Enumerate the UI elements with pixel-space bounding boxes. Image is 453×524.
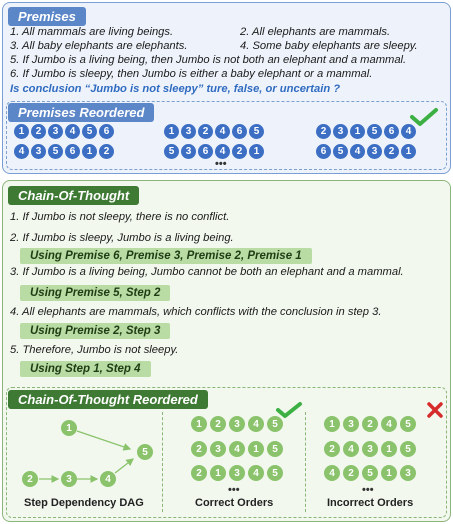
cot-step-4: 4. All elephants are mammals, which conflicts with the conclusion in step 3. xyxy=(10,306,382,318)
premise-5: 5. If Jumbo is a living being, then Jumbo is not both an elephant and a mammal. xyxy=(10,54,407,66)
order-node: 3 xyxy=(181,124,196,139)
order-node: 5 xyxy=(164,144,179,159)
cot-reordered-tag: Chain-Of-Thought Reordered xyxy=(8,390,208,409)
order-node: 4 xyxy=(248,465,264,481)
order-node: 2 xyxy=(31,124,46,139)
cot-step-3: 3. If Jumbo is a living being, Jumbo cannot be both an elephant and a mammal. xyxy=(10,266,404,278)
order-node: 5 xyxy=(82,124,97,139)
order-node: 6 xyxy=(99,124,114,139)
incorrect-order-row xyxy=(324,441,416,457)
order-node: 3 xyxy=(210,441,226,457)
order-node: 4 xyxy=(324,465,340,481)
order-node: 3 xyxy=(31,144,46,159)
order-node: 6 xyxy=(384,124,399,139)
correct-caption: Correct Orders xyxy=(195,497,274,509)
order-node: 2 xyxy=(324,441,340,457)
order-node: 4 xyxy=(215,124,230,139)
order-node: 1 xyxy=(14,124,29,139)
order-node: 3 xyxy=(229,416,245,432)
premise-3: 3. All baby elephants are elephants. xyxy=(10,40,188,52)
order-node: 3 xyxy=(400,465,416,481)
order-node: 5 xyxy=(362,465,378,481)
correct-ellipsis: ••• xyxy=(228,484,240,496)
order-node: 4 xyxy=(343,441,359,457)
cot-use-2: Using Premise 5, Step 2 xyxy=(20,285,170,301)
order-node: 1 xyxy=(82,144,97,159)
order-node: 4 xyxy=(350,144,365,159)
premise-6: 6. If Jumbo is sleepy, then Jumbo is either a baby elephant or a mammal. xyxy=(10,68,373,80)
cot-use-4: Using Step 1, Step 4 xyxy=(20,361,151,377)
order-node: 2 xyxy=(210,416,226,432)
order-node: 2 xyxy=(198,124,213,139)
correct-order-row xyxy=(191,416,283,432)
premises-tag: Premises xyxy=(8,7,86,26)
order-node: 5 xyxy=(249,124,264,139)
order-node: 2 xyxy=(99,144,114,159)
order-node: 3 xyxy=(362,441,378,457)
order-node: 1 xyxy=(381,441,397,457)
order-node: 5 xyxy=(400,441,416,457)
order-node: 4 xyxy=(14,144,29,159)
cot-use-1: Using Premise 6, Premise 3, Premise 2, Premise 1 xyxy=(20,248,312,264)
order-node: 2 xyxy=(191,465,207,481)
order-node: 2 xyxy=(384,144,399,159)
order-node: 4 xyxy=(229,441,245,457)
order-node: 1 xyxy=(164,124,179,139)
order-node: 3 xyxy=(367,144,382,159)
order-node: 3 xyxy=(229,465,245,481)
order-node: 2 xyxy=(316,124,331,139)
check-icon xyxy=(276,402,302,418)
order-node: 3 xyxy=(48,124,63,139)
order-node: 2 xyxy=(362,416,378,432)
dag-node: 1 xyxy=(61,420,77,436)
dag-node: 4 xyxy=(100,471,116,487)
question-text: Is conclusion “Jumbo is not sleepy” ture, false, or uncertain ? xyxy=(10,83,341,95)
incorrect-ellipsis: ••• xyxy=(362,484,374,496)
order-node: 5 xyxy=(267,465,283,481)
correct-order-row xyxy=(191,441,283,457)
cot-step-5: 5. Therefore, Jumbo is not sleepy. xyxy=(10,344,179,356)
premises-ellipsis: ••• xyxy=(215,158,227,170)
order-node: 2 xyxy=(232,144,247,159)
order-node: 4 xyxy=(248,416,264,432)
order-node: 3 xyxy=(181,144,196,159)
order-node: 1 xyxy=(249,144,264,159)
order-node: 5 xyxy=(333,144,348,159)
cross-icon xyxy=(427,402,443,418)
order-node: 1 xyxy=(324,416,340,432)
dag-node: 2 xyxy=(22,471,38,487)
order-node: 6 xyxy=(65,144,80,159)
order-node: 1 xyxy=(381,465,397,481)
order-node: 2 xyxy=(343,465,359,481)
order-node: 4 xyxy=(65,124,80,139)
order-node: 2 xyxy=(191,441,207,457)
correct-order-row xyxy=(191,465,283,481)
incorrect-caption: Incorrect Orders xyxy=(327,497,414,509)
premise-2: 2. All elephants are mammals. xyxy=(240,26,391,38)
order-node: 3 xyxy=(343,416,359,432)
order-node: 1 xyxy=(401,144,416,159)
order-node: 3 xyxy=(333,124,348,139)
incorrect-order-row xyxy=(324,416,416,432)
order-node: 1 xyxy=(191,416,207,432)
order-node: 4 xyxy=(401,124,416,139)
cot-tag: Chain-Of-Thought xyxy=(8,186,139,205)
cot-use-3: Using Premise 2, Step 3 xyxy=(20,323,170,339)
order-node: 1 xyxy=(350,124,365,139)
dag-node: 5 xyxy=(137,444,153,460)
dag-caption: Step Dependency DAG xyxy=(24,497,144,509)
incorrect-order-row xyxy=(324,465,416,481)
dag-edge xyxy=(77,431,130,449)
cot-step-1: 1. If Jumbo is not sleepy, there is no conflict. xyxy=(10,211,230,223)
order-node: 5 xyxy=(267,441,283,457)
dag-node: 3 xyxy=(61,471,77,487)
order-node: 5 xyxy=(367,124,382,139)
order-node: 5 xyxy=(400,416,416,432)
cot-step-2: 2. If Jumbo is sleepy, Jumbo is a living being. xyxy=(10,232,234,244)
order-node: 4 xyxy=(381,416,397,432)
order-node: 6 xyxy=(316,144,331,159)
order-node: 1 xyxy=(210,465,226,481)
order-node: 5 xyxy=(267,416,283,432)
order-node: 5 xyxy=(48,144,63,159)
premises-reordered-tag: Premises Reordered xyxy=(8,103,154,122)
order-node: 1 xyxy=(248,441,264,457)
order-node: 6 xyxy=(232,124,247,139)
premise-1: 1. All mammals are living beings. xyxy=(10,26,174,38)
order-node: 4 xyxy=(215,144,230,159)
dag-edge xyxy=(115,459,133,473)
premise-4: 4. Some baby elephants are sleepy. xyxy=(240,40,418,52)
order-node: 6 xyxy=(198,144,213,159)
